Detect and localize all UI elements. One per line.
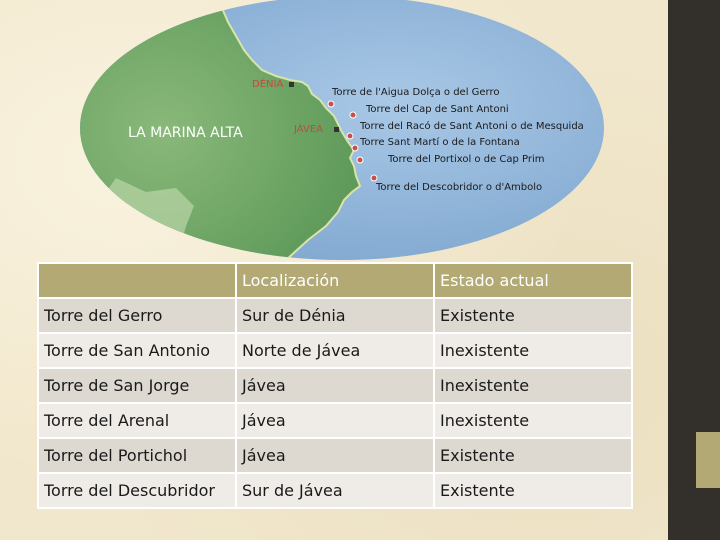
region-label: LA MARINA ALTA xyxy=(128,125,243,141)
location-cell: Jávea xyxy=(236,438,434,473)
towers-table xyxy=(37,262,633,509)
location-cell: Jávea xyxy=(236,368,434,403)
header-cell-location: Localización xyxy=(236,263,434,298)
inland-highlight xyxy=(86,178,194,260)
status-cell: Existente xyxy=(434,298,632,333)
town-label-denia: DÉNIA xyxy=(252,79,284,90)
header-cell-status: Estado actual xyxy=(434,263,632,298)
right-accent-block xyxy=(696,432,720,488)
location-cell: Jávea xyxy=(236,403,434,438)
status-cell: Existente xyxy=(434,438,632,473)
denia-marker xyxy=(289,82,294,87)
location-cell: Sur de Jávea xyxy=(236,473,434,508)
status-cell: Inexistente xyxy=(434,403,632,438)
location-cell: Norte de Jávea xyxy=(236,333,434,368)
coast-map xyxy=(76,0,606,260)
table-row xyxy=(38,403,632,438)
tower-label-raco: Torre del Racó de Sant Antoni o de Mesquida xyxy=(360,121,584,132)
tower-marker-raco xyxy=(347,133,353,139)
status-cell: Inexistente xyxy=(434,333,632,368)
tower-name-cell: Torre del Descubridor xyxy=(38,473,236,508)
status-cell: Existente xyxy=(434,473,632,508)
table-row xyxy=(38,333,632,368)
tower-marker-gerro xyxy=(328,101,334,107)
tower-name-cell: Torre del Portichol xyxy=(38,438,236,473)
town-label-javea: JÁVEA xyxy=(294,124,323,135)
tower-label-gerro: Torre de l'Aigua Dolça o del Gerro xyxy=(332,87,500,98)
tower-label-sant-antoni: Torre del Cap de Sant Antoni xyxy=(366,104,509,115)
coast-map-svg xyxy=(76,0,606,260)
table-header-row xyxy=(38,263,632,298)
tower-name-cell: Torre del Arenal xyxy=(38,403,236,438)
table-row xyxy=(38,473,632,508)
status-cell: Inexistente xyxy=(434,368,632,403)
tower-marker-sant-marti xyxy=(352,145,358,151)
tower-marker-descobridor xyxy=(371,175,377,181)
table-row xyxy=(38,368,632,403)
javea-marker xyxy=(334,127,339,132)
tower-marker-portixol xyxy=(357,157,363,163)
tower-name-cell: Torre del Gerro xyxy=(38,298,236,333)
tower-marker-sant-antoni xyxy=(350,112,356,118)
table-row xyxy=(38,438,632,473)
tower-name-cell: Torre de San Jorge xyxy=(38,368,236,403)
tower-label-sant-marti: Torre Sant Martí o de la Fontana xyxy=(360,137,520,148)
tower-name-cell: Torre de San Antonio xyxy=(38,333,236,368)
location-cell: Sur de Dénia xyxy=(236,298,434,333)
tower-label-portixol: Torre del Portixol o de Cap Prim xyxy=(388,154,545,165)
header-cell-tower xyxy=(38,263,236,298)
table-row xyxy=(38,298,632,333)
tower-label-descobridor: Torre del Descobridor o d'Ambolo xyxy=(376,182,543,193)
